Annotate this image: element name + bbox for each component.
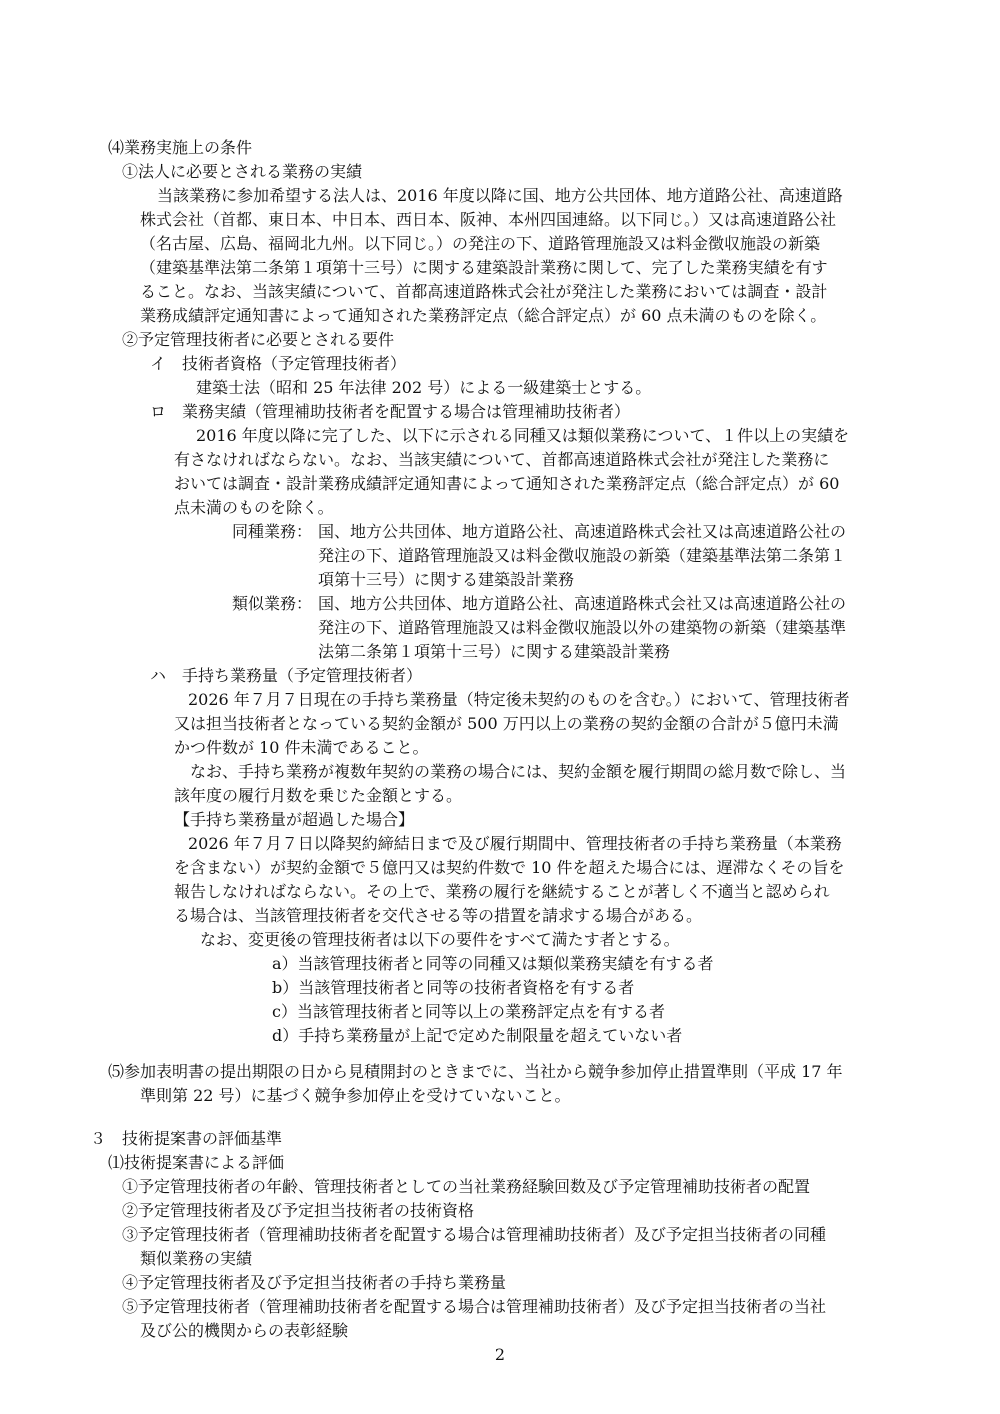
sub-ro-body-line: 2016 年度以降に完了した、以下に示される同種又は類似業務について、１件以上の実績を bbox=[196, 426, 850, 445]
over-limit-line: る場合は、当該管理技術者を交代させる等の措置を請求する場合がある。 bbox=[174, 906, 703, 925]
change-item: d）手持ち業務量が上記で定めた制限量を超えていない者 bbox=[272, 1026, 683, 1045]
same-work-line: 発注の下、道路管理施設又は料金徴収施設の新築（建築基準法第二条第１ bbox=[318, 546, 847, 565]
sub-ha-title: ハ 手持ち業務量（予定管理技術者） bbox=[150, 666, 423, 685]
similar-work-line: 発注の下、道路管理施設又は料金徴収施設以外の建築物の新築（建築基準 bbox=[318, 618, 847, 637]
section-5-line: 準則第 22 号）に基づく競争参加停止を受けていないこと。 bbox=[140, 1086, 571, 1105]
sub-ro-body-line: おいては調査・設計業務成績評定通知書によって通知された業務評定点（総合評定点）が 60 bbox=[174, 474, 840, 493]
item-1-body-line: 株式会社（首都、東日本、中日本、西日本、阪神、本州四国連絡。以下同じ。）又は高速道路公社 bbox=[140, 210, 837, 229]
section-4-heading: ⑷業務実施上の条件 bbox=[108, 138, 253, 157]
item-1-title: ①法人に必要とされる業務の実績 bbox=[122, 162, 363, 181]
item-1-body-line: ること。なお、当該実績について、首都高速道路株式会社が発注した業務においては調査・設計 bbox=[140, 282, 828, 301]
over-limit-line: を含まない）が契約金額で５億円又は契約件数で 10 件を超えた場合には、遅滞なくその旨を bbox=[174, 858, 845, 877]
sub-ro-title: ロ 業務実績（管理補助技術者を配置する場合は管理補助技術者） bbox=[150, 402, 631, 421]
item-1-body-line: 当該業務に参加希望する法人は、2016 年度以降に国、地方公共団体、地方道路公社、高速道路 bbox=[157, 186, 843, 205]
item-1-body-line: （建築基準法第二条第１項第十三号）に関する建築設計業務に関して、完了した業務実績を有す bbox=[140, 258, 828, 277]
section-3-sub1: ⑴技術提案書による評価 bbox=[108, 1153, 285, 1172]
similar-work-line: 法第二条第１項第十三号）に関する建築設計業務 bbox=[318, 642, 671, 661]
over-limit-line: 2026 年７月７日以降契約締結日まで及び履行期間中、管理技術者の手持ち業務量（本業務 bbox=[188, 834, 842, 853]
same-work-line: 国、地方公共団体、地方道路公社、高速道路株式会社又は高速道路公社の bbox=[318, 522, 847, 541]
criteria-item: ③予定管理技術者（管理補助技術者を配置する場合は管理補助技術者）及び予定担当技術者の同種 bbox=[122, 1225, 827, 1244]
item-2-title: ②予定管理技術者に必要とされる要件 bbox=[122, 330, 395, 349]
criteria-item: ①予定管理技術者の年齢、管理技術者としての当社業務経験回数及び予定管理補助技術者の配置 bbox=[122, 1177, 811, 1196]
sub-ha-body-line: なお、手持ち業務が複数年契約の業務の場合には、契約金額を履行期間の総月数で除し、当 bbox=[190, 762, 847, 781]
same-work-label: 同種業務： bbox=[232, 522, 313, 541]
sub-i-body: 建築士法（昭和 25 年法律 202 号）による一級建築士とする。 bbox=[196, 378, 652, 397]
section-3-title: ３ 技術提案書の評価基準 bbox=[90, 1129, 283, 1148]
section-5-line: ⑸参加表明書の提出期限の日から見積開封のときまでに、当社から競争参加停止措置準則（平成 17 年 bbox=[108, 1062, 843, 1081]
sub-i-title: イ 技術者資格（予定管理技術者） bbox=[150, 354, 407, 373]
sub-ha-body-line: 該年度の履行月数を乗じた金額とする。 bbox=[174, 786, 463, 805]
criteria-item-continued: 及び公的機関からの表彰経験 bbox=[140, 1321, 349, 1340]
over-limit-line: 報告しなければならない。その上で、業務の履行を継続することが著しく不適当と認められ bbox=[174, 882, 830, 901]
item-1-body-line: 業務成績評定通知書によって通知された業務評定点（総合評定点）が 60 点未満のものを除く。 bbox=[140, 306, 827, 325]
over-limit-title: 【手持ち業務量が超過した場合】 bbox=[174, 810, 415, 829]
criteria-item: ④予定管理技術者及び予定担当技術者の手持ち業務量 bbox=[122, 1273, 507, 1292]
change-item: b）当該管理技術者と同等の技術者資格を有する者 bbox=[272, 978, 635, 997]
page-number: 2 bbox=[494, 1345, 506, 1364]
criteria-item: ②予定管理技術者及び予定担当技術者の技術資格 bbox=[122, 1201, 475, 1220]
similar-work-label: 類似業務： bbox=[232, 594, 313, 613]
sub-ro-body-line: 有さなければならない。なお、当該実績について、首都高速道路株式会社が発注した業務に bbox=[174, 450, 830, 469]
sub-ha-body-line: 2026 年７月７日現在の手持ち業務量（特定後未契約のものを含む。）において、管理技術者 bbox=[188, 690, 850, 709]
same-work-line: 項第十三号）に関する建築設計業務 bbox=[318, 570, 575, 589]
change-intro: なお、変更後の管理技術者は以下の要件をすべて満たす者とする。 bbox=[200, 930, 680, 949]
criteria-item-continued: 類似業務の実績 bbox=[140, 1249, 253, 1268]
item-1-body-line: （名古屋、広島、福岡北九州。以下同じ。）の発注の下、道路管理施設又は料金徴収施設の新築 bbox=[140, 234, 821, 253]
sub-ha-body-line: かつ件数が 10 件未満であること。 bbox=[174, 738, 429, 757]
change-item: a）当該管理技術者と同等の同種又は類似業務実績を有する者 bbox=[272, 954, 714, 973]
similar-work-line: 国、地方公共団体、地方道路公社、高速道路株式会社又は高速道路公社の bbox=[318, 594, 847, 613]
criteria-item: ⑤予定管理技術者（管理補助技術者を配置する場合は管理補助技術者）及び予定担当技術者の当社 bbox=[122, 1297, 827, 1316]
sub-ha-body-line: 又は担当技術者となっている契約金額が 500 万円以上の業務の契約金額の合計が５億円未満 bbox=[174, 714, 839, 733]
change-item: c）当該管理技術者と同等以上の業務評定点を有する者 bbox=[272, 1002, 665, 1021]
sub-ro-body-line: 点未満のものを除く。 bbox=[174, 498, 334, 517]
